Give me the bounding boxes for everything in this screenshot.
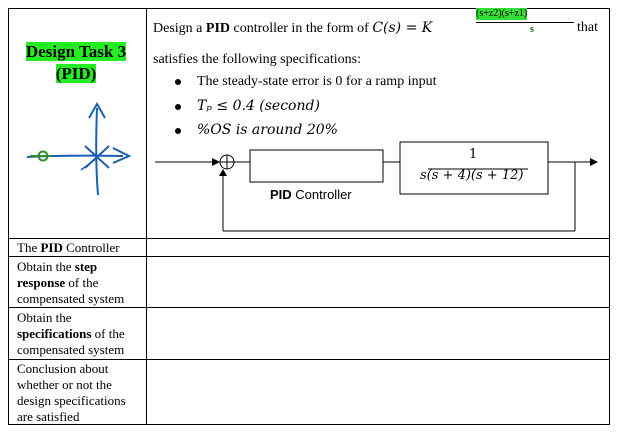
formula-numerator: (s+z2)(s+z1) [476,8,528,19]
task-title-line2: (PID) [55,64,97,83]
spec-bullet [175,72,436,92]
formula-denominator: s [530,24,534,35]
bullet-text: Tₚ ≤ 0.4 (second) [197,98,320,114]
row-label-pre: Obtain the [17,259,75,274]
task-title [17,41,135,85]
spec-intro-pre: Design a [153,21,206,36]
sum-minus-sign: − [221,170,228,182]
root-locus-sketch [25,100,135,200]
spec-intro-mid: controller in the form of [230,21,373,36]
plant-numerator: 1 [469,147,478,162]
task-title-line1: Design Task 3 [25,42,127,61]
row-label-pre: Obtain the [17,310,72,325]
row-label-post: of the compensated system [17,326,125,357]
answer-cell-conclusion[interactable] [147,360,609,424]
spec-line2: satisfies the following specifications: [153,52,362,67]
row-label-bold: specifications [17,326,92,341]
row-label-post: of the compensated system [17,275,125,306]
bullet-text: The steady-state error is 0 for a ramp input [197,74,437,89]
answer-cell-specifications[interactable] [147,308,609,359]
spec-bullet [175,96,320,117]
row-label-conclusion [17,361,143,425]
row-label-pre: The [17,240,41,255]
spec-intro [153,18,432,39]
pid-controller-label [270,187,352,203]
bullet-icon [175,104,181,110]
row-label-step-response [17,259,143,307]
spec-intro-post: that [577,20,598,35]
table-border-left [8,8,9,425]
answer-cell-pid-controller[interactable] [147,239,609,256]
pid-controller-label-rest: Controller [291,187,352,202]
block-diagram [150,138,608,236]
formula-fraction-bar [476,22,574,23]
spec-intro-bold: PID [205,21,231,36]
row-label-specifications [17,310,143,358]
answer-cell-step-response[interactable] [147,257,609,307]
table-border-right [609,8,610,425]
row-label-bold: step response [17,259,98,290]
pid-controller-label-bold: PID [270,187,292,202]
bullet-icon [175,79,181,85]
row-label-post: Controller [62,240,120,255]
controller-formula: C(s) = K [372,20,433,36]
bullet-icon [175,128,181,134]
row-label-pid-controller [17,240,145,256]
bullet-text: %OS is around 20% [197,122,338,138]
plant-denominator: s(s + 4)(s + 12) [420,168,524,183]
row-label-bold: PID [40,240,63,255]
row-label-pre: Conclusion about whether or not the design specifications are satisfied [17,361,126,424]
